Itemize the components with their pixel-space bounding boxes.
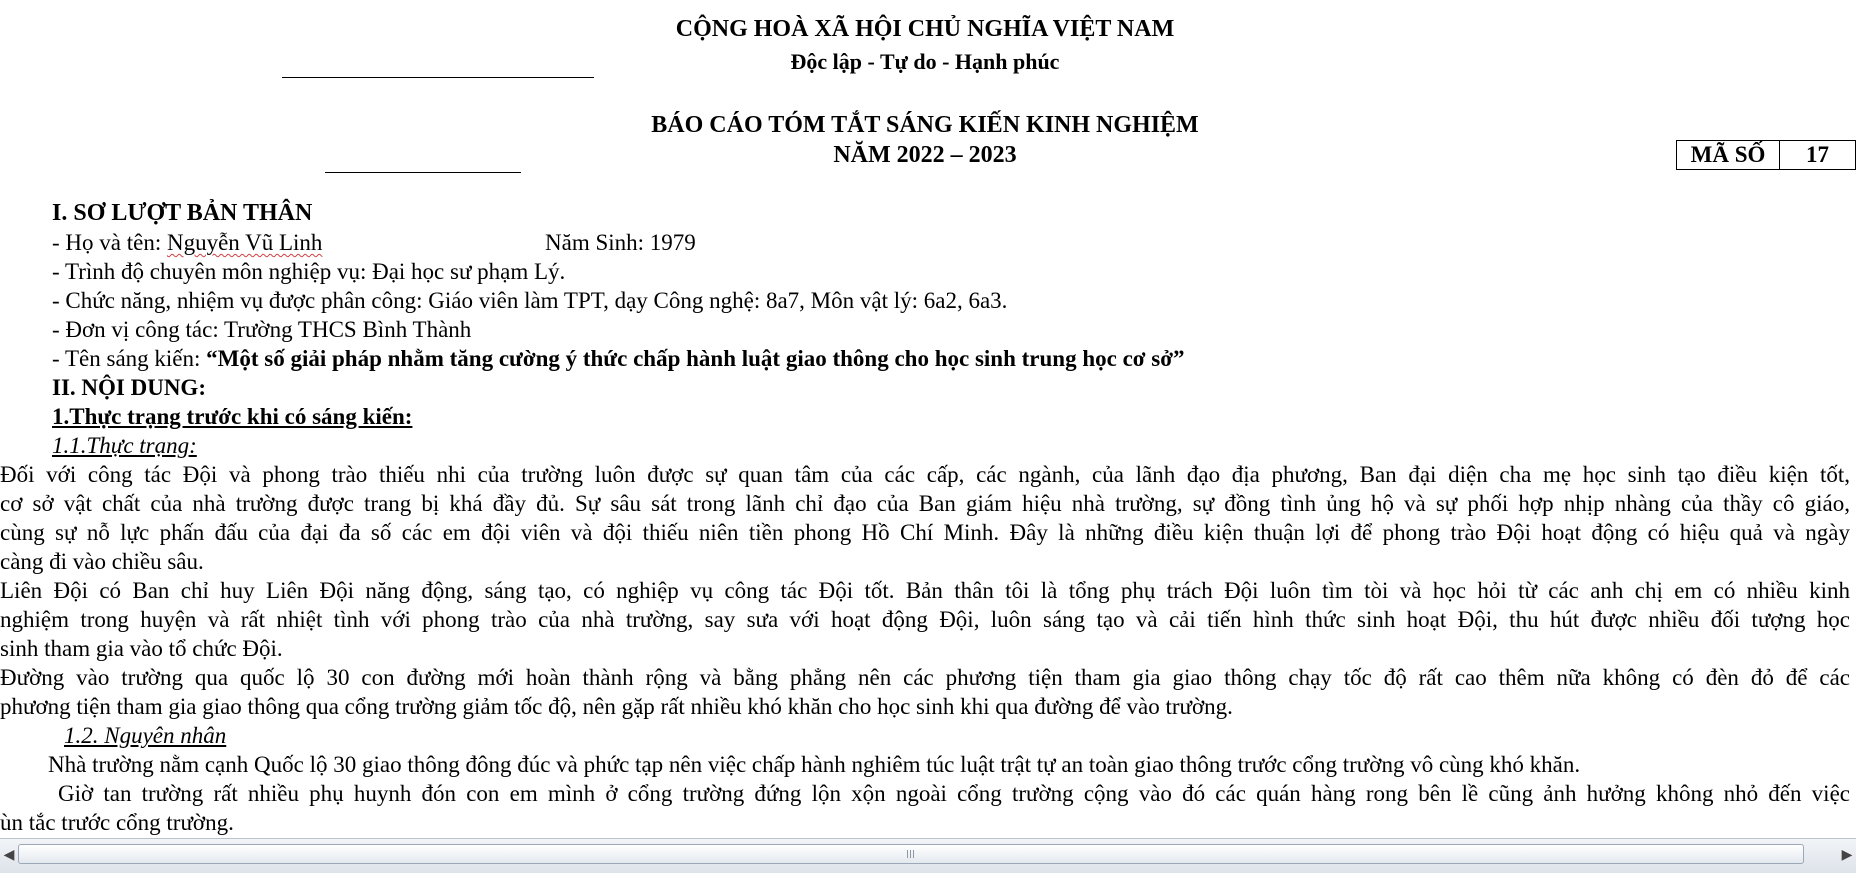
initiative-name: “Một số giải pháp nhằm tăng cường ý thức chấp hành luật giao thông cho học sinh trung học cơ sở” — [206, 346, 1185, 371]
code-label: MÃ SỐ — [1677, 141, 1780, 169]
paragraph-line: nghiệm trong huyện và rất nhiệt tình với phong trào của nhà trường, say sưa với hoạt động Đội, luôn sáng tạo và cải tiến hình thức sinh hoạt Đội, thu hút được nhiều đối tượng học — [0, 607, 1850, 632]
paragraph-line: ùn tắc trước cổng trường. — [0, 810, 234, 835]
subheading-current-state: 1.Thực trạng trước khi có sáng kiến: — [52, 404, 413, 429]
report-title: BÁO CÁO TÓM TẮT SÁNG KIẾN KINH NGHIỆM — [651, 112, 1199, 138]
paragraph-line: cùng sự nỗ lực phấn đấu của đại đa số các em đội viên và đội thiếu niên tiền phong Hồ Chí Minh. Đây là những điều kiện thuận lợi để phong trào Đội hoạt động có hiệu quả và ngày — [0, 520, 1850, 545]
birth-value: 1979 — [649, 230, 696, 255]
paragraph-line: càng đi vào chiều sâu. — [0, 549, 204, 574]
birth-line — [545, 228, 696, 257]
subheading-1-2: 1.2. Nguyên nhân — [64, 723, 227, 748]
paragraph-line: cơ sở vật chất của nhà trường được trang bị khá đầy đủ. Sự sâu sát trong lãnh chỉ đạo của Ban giám hiệu nhà trường, sự đồng tình ủng hộ và sự phối hợp nhịp nhàng của thầy cô giáo, — [0, 491, 1850, 516]
report-year: NĂM 2022 – 2023 — [833, 142, 1017, 168]
paragraph-line: Nhà trường nằm cạnh Quốc lộ 30 giao thông đông đúc và phức tạp nên việc chấp hành nghiêm túc luật trật tự an toàn giao thông trước cổng trường vô cùng khó khăn. — [48, 752, 1581, 777]
section1-heading: I. SƠ LƯỢT BẢN THÂN — [52, 200, 313, 226]
name-label: - Họ và tên: — [52, 230, 167, 255]
section2-heading: II. NỘI DUNG: — [52, 375, 206, 400]
birth-label: Năm Sinh: — [545, 230, 650, 255]
code-box — [1676, 140, 1856, 170]
country-heading: CỘNG HOÀ XÃ HỘI CHỦ NGHĨA VIỆT NAM — [675, 16, 1175, 42]
horizontal-scrollbar[interactable] — [0, 838, 1856, 873]
scroll-thumb[interactable] — [18, 844, 1804, 864]
degree-line: - Trình độ chuyên môn nghiệp vụ: Đại học sư phạm Lý. — [52, 259, 566, 284]
paragraph-line: sinh tham gia vào tổ chức Đội. — [0, 636, 283, 661]
code-value: 17 — [1806, 142, 1829, 167]
paragraph-line: phương tiện tham gia giao thông qua cổng trường giảm tốc độ, nên gặp rất nhiều khó khăn cho học sinh khi qua đường để vào trường. — [0, 694, 1233, 719]
initiative-label: - Tên sáng kiến: — [52, 346, 207, 371]
header-rule-right — [325, 172, 521, 173]
name-line — [52, 228, 1856, 257]
paragraph-line: Đường vào trường qua quốc lộ 30 con đường mới hoàn thành rộng và bằng phẳng nên các phương tiện tham gia giao thông chạy tốc độ rất cao thêm nữa không có đèn đỏ để các — [0, 665, 1850, 690]
paragraph-line: Liên Đội có Ban chỉ huy Liên Đội năng động, sáng tạo, có nghiệp vụ công tác Đội tốt. Bản thân tôi là tổng phụ trách Đội luôn tìm tòi và học hỏi từ các anh chị em có nhiều kinh — [0, 578, 1850, 603]
workplace-line: - Đơn vị công tác: Trường THCS Bình Thành — [52, 317, 472, 342]
motto: Độc lập - Tự do - Hạnh phúc — [790, 49, 1060, 74]
name-value: Nguyễn Vũ Linh — [166, 230, 323, 255]
paragraph-line: Giờ tan trường rất nhiều phụ huynh đón con em mình ở cổng trường đứng lộn xộn ngoài cổng trường cộng vào đó các quán hàng rong bên lề cũng ảnh hưởng không nhỏ đến việc — [58, 781, 1850, 806]
duty-line: - Chức năng, nhiệm vụ được phân công: Giáo viên làm TPT, dạy Công nghệ: 8a7, Môn vật lý: 6a2, 6a3. — [52, 288, 1008, 313]
initiative-line — [52, 344, 1856, 373]
scroll-right-arrow-icon[interactable]: ▶ — [1841, 847, 1853, 863]
paragraph-line: Đối với công tác Đội và phong trào thiếu nhi của trường luôn được sự quan tâm của các cấp, các ngành, của lãnh đạo địa phương, Ban đại diện cha mẹ học sinh tạo điều kiện tốt, — [0, 462, 1850, 487]
scroll-left-arrow-icon[interactable]: ◀ — [3, 847, 15, 863]
grip-icon — [907, 850, 915, 858]
subheading-1-1: 1.1.Thực trạng: — [52, 433, 197, 458]
header-rule-left — [282, 77, 594, 78]
